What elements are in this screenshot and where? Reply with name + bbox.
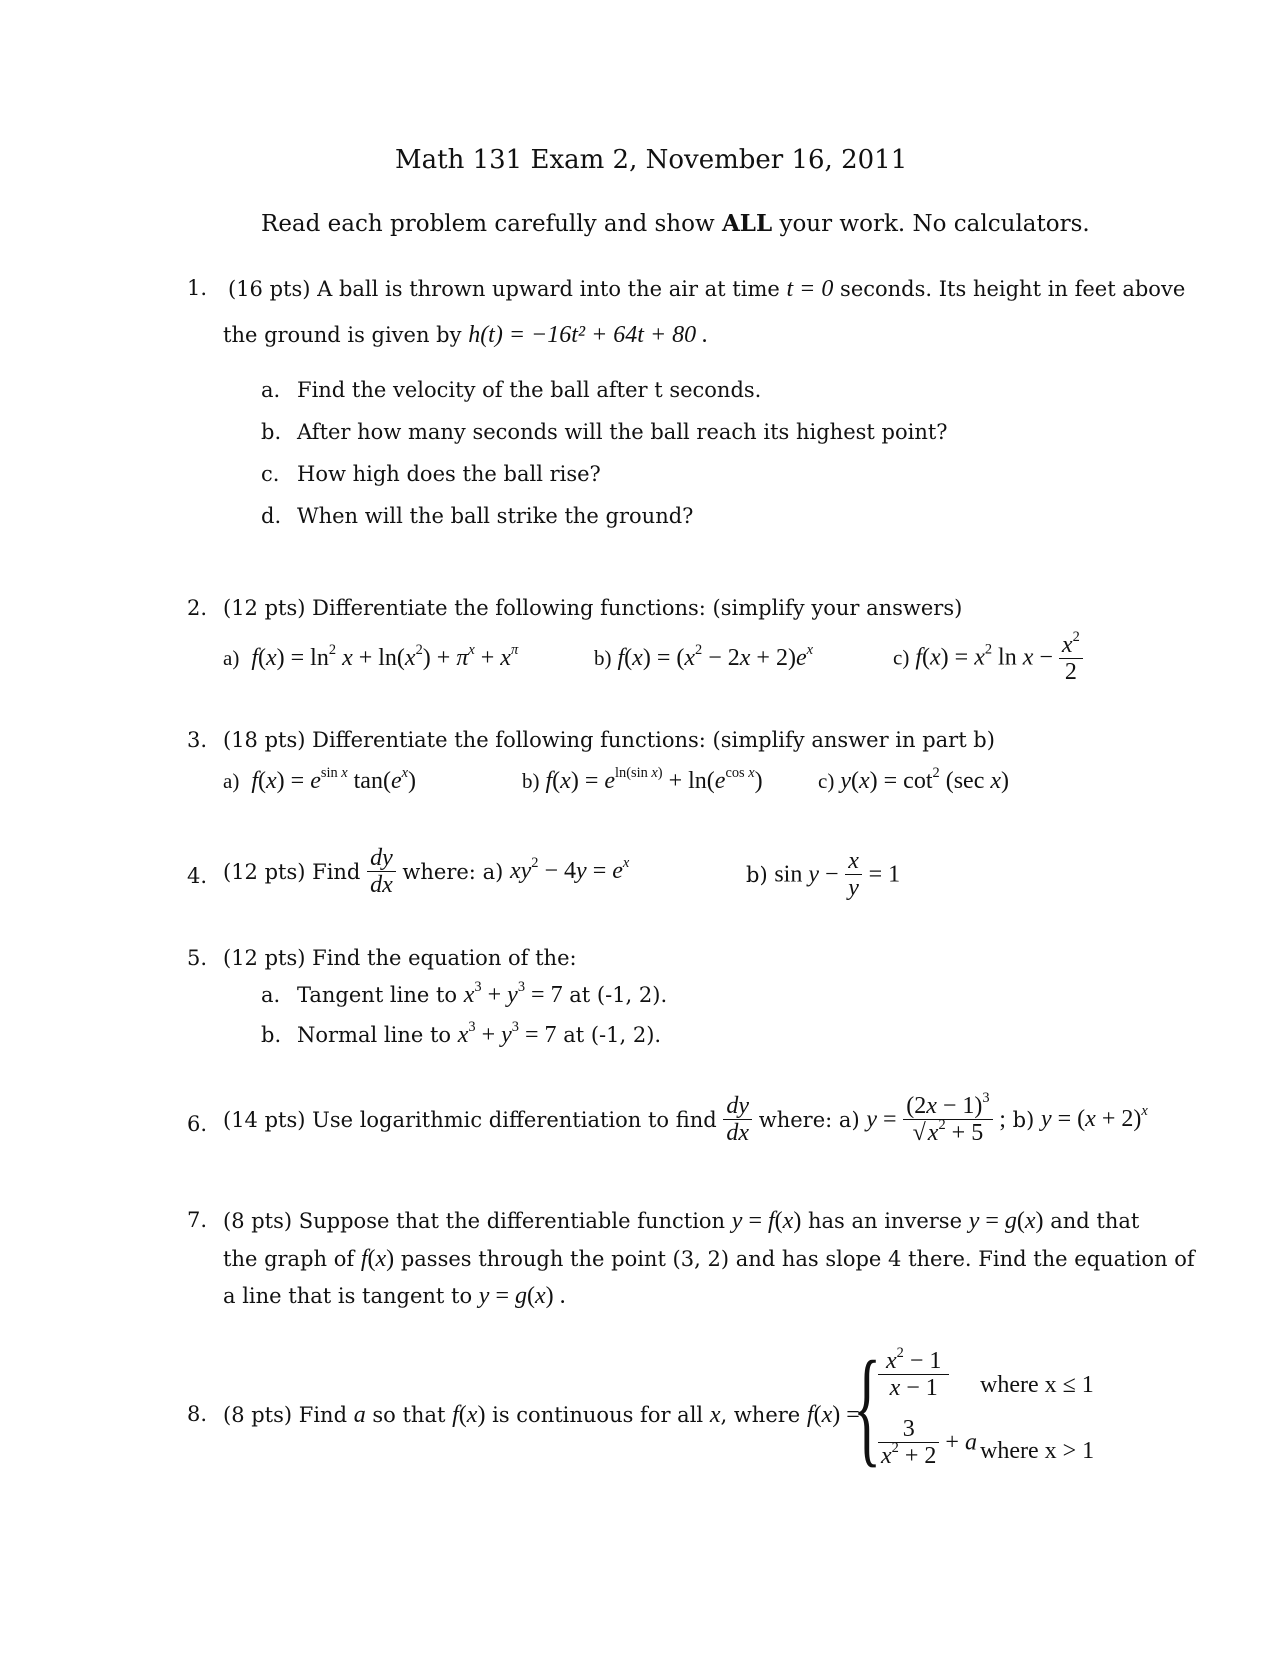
q5-b-label: b.	[261, 1023, 282, 1047]
q5-number: 5.	[187, 946, 208, 970]
q3-b-label: b)	[522, 769, 540, 793]
q1-part-b	[261, 420, 948, 444]
q2-number: 2.	[187, 596, 208, 620]
q8-text-a: (8 pts) Find	[223, 1403, 348, 1427]
q2-c-label: c)	[893, 645, 910, 670]
q4-part-b: b) sin y − $\frac{x}{y}$ = 1	[746, 848, 901, 902]
q7-eq-f: y	[731, 1208, 743, 1234]
q7-line3: a line that is tangent to y = g(x) .	[223, 1283, 566, 1309]
q1-text3: the ground is given by	[223, 323, 462, 347]
q7-line1c: and that	[1050, 1209, 1140, 1233]
q3-part-b: b) $f(x) = e^{ln(sin x)} + \ln(e^{cos x})$	[522, 765, 763, 794]
q7-line1: (8 pts) Suppose that the differentiable function y = f(x) has an inverse y = g(x) and that	[223, 1208, 1140, 1234]
q8-case1-fraction: $\frac{x^2 - 1}{x - 1}$	[878, 1348, 949, 1402]
q8-text-b: so that	[372, 1403, 446, 1427]
q2-part-b: b) $f(x) = (x^2 - 2x + 2)e^x$	[594, 642, 813, 671]
q5-a-label: a.	[261, 983, 281, 1007]
q7-line1b: has an inverse	[808, 1209, 962, 1233]
q3-a-label: a)	[223, 769, 240, 793]
q6-text: (14 pts) Use logarithmic differentiation to find	[223, 1107, 717, 1132]
q4-a-equation: $xy^2 - 4y = e^x$	[509, 855, 630, 885]
q4-where: where:	[402, 859, 476, 884]
q6-b-label: b)	[1012, 1107, 1035, 1132]
q5-a-post: at (-1, 2).	[569, 983, 668, 1007]
q1-line1	[228, 276, 1185, 303]
q4-number: 4.	[187, 864, 208, 888]
q1-line2	[223, 322, 708, 349]
q6-number: 6.	[187, 1112, 208, 1136]
q1-part-c	[261, 462, 601, 486]
q1-text1: (16 pts) A ball is thrown upward into the air at time	[228, 277, 780, 301]
q1-part-b-label: b.	[261, 420, 282, 444]
page-title: Math 131 Exam 2, November 16, 2011	[395, 145, 908, 175]
q8-case1-condition: where x ≤ 1	[980, 1372, 1094, 1398]
instructions	[261, 210, 1090, 237]
q8-text-c: is continuous for all	[492, 1403, 704, 1427]
q5-part-b	[261, 1019, 662, 1049]
q7-line1a: (8 pts) Suppose that the differentiable function	[223, 1209, 726, 1233]
q1-part-c-text: How high does the ball rise?	[297, 462, 601, 486]
q6-dydx-fraction: $\frac{dy}{dx}$	[723, 1093, 752, 1147]
q2-a-label: a)	[223, 646, 240, 670]
q1-part-b-text: After how many seconds will the ball reach its highest point?	[297, 420, 948, 444]
q8-line: (8 pts) Find a so that f(x) is continuous for all x, where f(x) =	[223, 1402, 860, 1428]
q5-a-equation: $x^3 + y^3 = 7$	[463, 979, 563, 1008]
q1-height-equation: h(t) = −16t² + 64t + 80 .	[468, 322, 709, 348]
q2-text: (12 pts) Differentiate the following functions: (simplify your answers)	[223, 596, 963, 620]
instructions-pre: Read each problem carefully and show	[261, 211, 722, 237]
q8-text-d: , where	[720, 1403, 801, 1427]
q8-brace: {	[853, 1335, 882, 1479]
q8-case2-condition: where x > 1	[980, 1438, 1095, 1464]
q7-line3a: a line that is tangent to	[223, 1284, 473, 1308]
q1-part-d	[261, 504, 693, 528]
instructions-post: your work. No calculators.	[772, 211, 1090, 237]
q5-text: (12 pts) Find the equation of the:	[223, 946, 577, 970]
q1-number: 1.	[187, 276, 208, 300]
q1-part-c-label: c.	[261, 462, 280, 486]
q3-number: 3.	[187, 728, 208, 752]
q2-part-a: a) $f(x) = \ln^2 x + \ln(x^2) + \pi^x + x^\pi$	[223, 642, 519, 671]
q6-where: where:	[758, 1107, 833, 1132]
q1-t-equation: t = 0	[786, 276, 834, 302]
q4-a-label: a)	[482, 859, 504, 884]
q2-b-label: b)	[594, 646, 612, 670]
q5-a-pre: Tangent line to	[297, 983, 458, 1007]
q8-number: 8.	[187, 1402, 208, 1426]
q4-dydx-fraction: $\frac{dy}{dx}$	[367, 845, 396, 899]
q6-line: (14 pts) Use logarithmic differentiation to find $\frac{dy}{dx}$ where: a) y = $\frac{(2x - 1)^3}{√x^2 + 5}$ ; b) $y = (x + 2)^x$	[223, 1090, 1148, 1147]
q5-part-a	[261, 979, 668, 1009]
q6-a-label: a)	[838, 1107, 860, 1132]
q1-part-a-label: a.	[261, 378, 281, 402]
q4-b-label: b)	[746, 862, 768, 887]
q1-part-a-text: Find the velocity of the ball after t seconds.	[297, 378, 762, 402]
q3-c-label: c)	[818, 769, 835, 793]
q1-part-d-label: d.	[261, 504, 282, 528]
q4-line	[223, 845, 629, 899]
q7-number: 7.	[187, 1208, 208, 1232]
q7-line2a: the graph of	[223, 1247, 355, 1271]
q8-case2-fraction: $\frac{3}{x^2 + 2}$ + a	[878, 1416, 977, 1470]
q2-part-c: c) $f(x) = x^2$ ln x − $\frac{x^2}{2}$	[893, 632, 1083, 686]
q5-b-post: at (-1, 2).	[563, 1023, 662, 1047]
q6-a-fraction: $\frac{(2x - 1)^3}{√x^2 + 5}$	[903, 1093, 992, 1147]
q7-line2: the graph of f(x) passes through the point (3, 2) and has slope 4 there. Find the equation of	[223, 1246, 1195, 1272]
q6-b-equation: $y = (x + 2)^x$	[1040, 1103, 1148, 1133]
q4-text: (12 pts) Find	[223, 859, 361, 884]
q3-part-c: c) $y(x) = \cot^2 (\sec$ x)	[818, 765, 1009, 794]
q5-b-pre: Normal line to	[297, 1023, 452, 1047]
instructions-bold: ALL	[721, 210, 773, 237]
q7-line2b: passes through the point (3, 2) and has slope 4 there. Find the equation of	[400, 1247, 1195, 1271]
q1-part-d-text: When will the ball strike the ground?	[297, 504, 694, 528]
q4-b-fraction: $\frac{x}{y}$	[845, 848, 862, 902]
q2-c-fraction: $\frac{x^2}{2}$	[1059, 632, 1083, 686]
q1-text2: seconds. Its height in feet above	[840, 277, 1186, 301]
q1-part-a	[261, 378, 761, 402]
q3-part-a: a) $f(x) = e^{sin x}$ $\tan(e^x)$	[223, 765, 416, 794]
q5-b-equation: $x^3 + y^3 = 7$	[457, 1019, 557, 1048]
q3-text: (18 pts) Differentiate the following functions: (simplify answer in part b)	[223, 728, 995, 752]
